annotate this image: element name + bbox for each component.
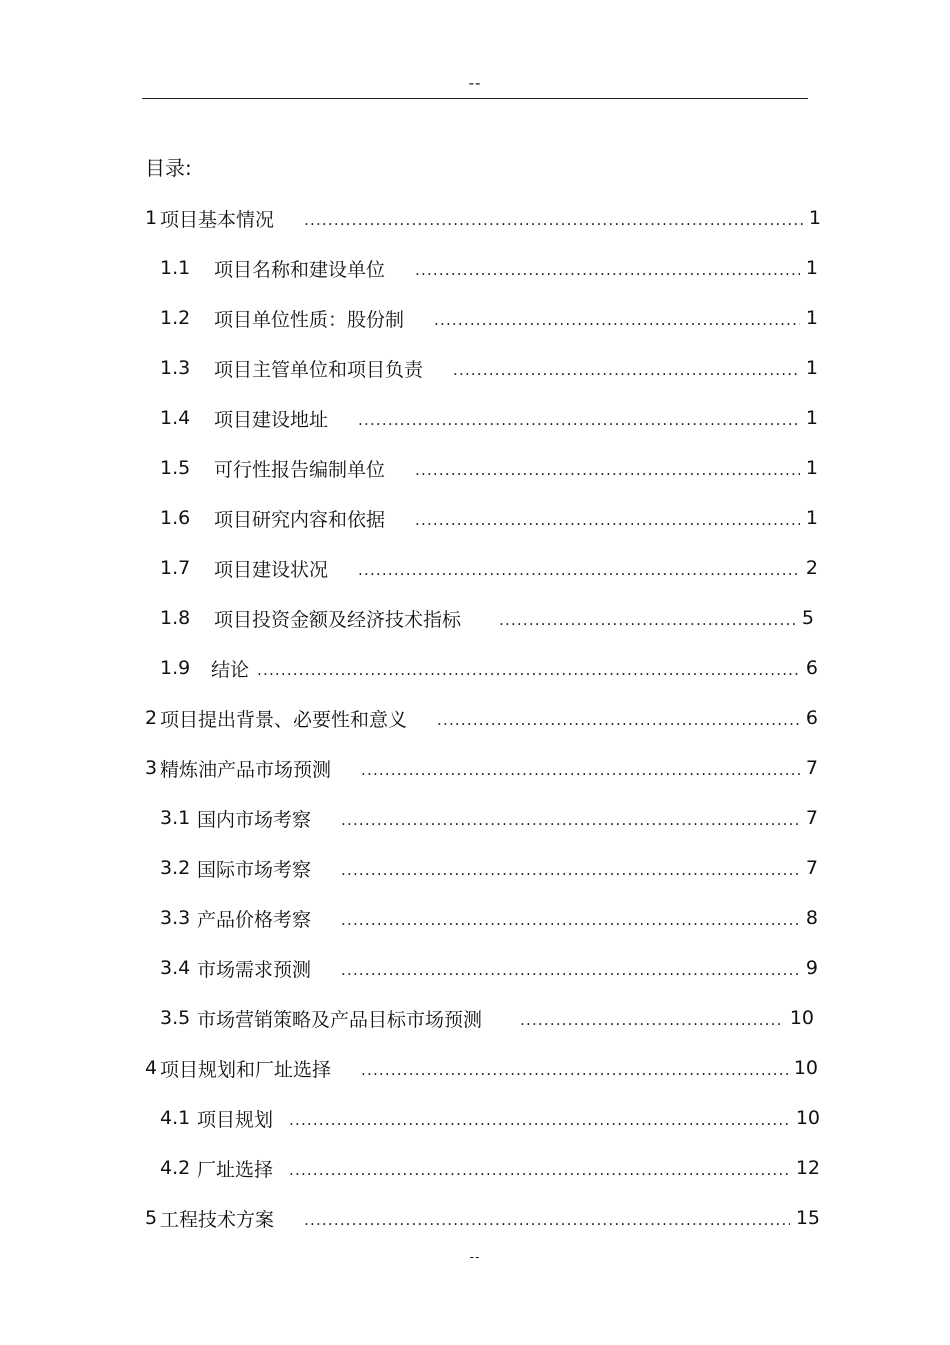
toc-entry-page: 6 <box>805 657 818 679</box>
toc-entry-number: 3.5 <box>160 1007 191 1029</box>
toc-leader-dots <box>289 1111 790 1129</box>
toc-entry-number: 3.2 <box>160 857 191 879</box>
toc-entry-title: 国际市场考察 <box>197 858 312 881</box>
toc-entry-page: 1 <box>808 207 821 229</box>
toc-entry[interactable] <box>160 552 818 584</box>
toc-entry-title: 项目名称和建设单位 <box>214 258 386 281</box>
toc-leader-dots <box>304 1211 790 1229</box>
toc-leader-dots <box>341 811 800 829</box>
toc-entry-page: 7 <box>805 857 818 879</box>
toc-entry-page: 10 <box>795 1107 820 1129</box>
toc-entry-page: 1 <box>805 307 818 329</box>
toc-entry[interactable] <box>160 252 818 284</box>
page-footer-mark: -- <box>469 1250 481 1264</box>
toc-entry-title: 项目基本情况 <box>160 208 275 231</box>
toc-entry[interactable] <box>160 1102 820 1134</box>
toc-entry-page: 15 <box>795 1207 820 1229</box>
toc-entry[interactable] <box>160 502 818 534</box>
toc-entry-number: 1.8 <box>160 607 191 629</box>
toc-leader-dots <box>499 611 796 629</box>
toc-entry-number: 1.7 <box>160 557 191 579</box>
toc-entry-number: 4.1 <box>160 1107 191 1129</box>
toc-entry[interactable] <box>160 652 818 684</box>
toc-entry-number: 1.9 <box>160 657 191 679</box>
toc-entry-number: 4.2 <box>160 1157 191 1179</box>
toc-entry[interactable] <box>160 1002 814 1034</box>
toc-entry-page: 7 <box>805 757 818 779</box>
toc-entry-number: 5 <box>145 1207 158 1229</box>
toc-leader-dots <box>434 311 800 329</box>
toc-entry[interactable] <box>160 352 818 384</box>
toc-entry-page: 2 <box>805 557 818 579</box>
toc-entry[interactable] <box>160 302 818 334</box>
toc-entry-number: 3.1 <box>160 807 191 829</box>
toc-entry[interactable] <box>160 802 818 834</box>
toc-entry-page: 5 <box>801 607 814 629</box>
toc-leader-dots <box>415 261 800 279</box>
toc-entry[interactable] <box>145 202 821 234</box>
toc-entry-page: 10 <box>793 1057 818 1079</box>
toc-entry[interactable] <box>145 702 818 734</box>
toc-entry-number: 3.4 <box>160 957 191 979</box>
toc-leader-dots <box>257 661 800 679</box>
page-header-mark: -- <box>468 74 482 92</box>
toc-entry-title: 项目研究内容和依据 <box>214 508 386 531</box>
toc-entry[interactable] <box>145 1202 820 1234</box>
toc-entry-page: 8 <box>805 907 818 929</box>
toc-entry-number: 1.3 <box>160 357 191 379</box>
toc-entry-number: 1.2 <box>160 307 191 329</box>
toc-entry-page: 1 <box>805 457 818 479</box>
toc-entry-page: 9 <box>805 957 818 979</box>
toc-leader-dots <box>289 1161 790 1179</box>
toc-entry[interactable] <box>160 452 818 484</box>
toc-entry-number: 1.6 <box>160 507 191 529</box>
toc-entry-number: 1.1 <box>160 257 191 279</box>
toc-entry-number: 1.4 <box>160 407 191 429</box>
toc-leader-dots <box>358 411 800 429</box>
toc-entry-number: 2 <box>145 707 158 729</box>
toc-leader-dots <box>361 761 800 779</box>
toc-entry-number: 3.3 <box>160 907 191 929</box>
toc-entry[interactable] <box>160 1152 820 1184</box>
toc-entry-page: 1 <box>805 507 818 529</box>
header-divider <box>142 98 808 99</box>
toc-leader-dots <box>304 211 803 229</box>
toc-entry[interactable] <box>160 852 818 884</box>
toc-entry-title: 精炼油产品市场预测 <box>160 758 332 781</box>
toc-entry[interactable] <box>160 952 818 984</box>
toc-entry-title: 可行性报告编制单位 <box>214 458 386 481</box>
toc-entry-number: 3 <box>145 757 158 779</box>
toc-leader-dots <box>341 911 800 929</box>
toc-leader-dots <box>415 511 800 529</box>
toc-entry-page: 12 <box>795 1157 820 1179</box>
toc-entry-page: 10 <box>789 1007 814 1029</box>
toc-entry[interactable] <box>145 752 818 784</box>
toc-entry[interactable] <box>160 902 818 934</box>
toc-leader-dots <box>341 861 800 879</box>
toc-entry-page: 6 <box>805 707 818 729</box>
toc-entry-title: 项目单位性质：股份制 <box>214 308 405 331</box>
toc-leader-dots <box>453 361 800 379</box>
toc-leader-dots <box>341 961 800 979</box>
toc-entry-number: 1 <box>145 207 158 229</box>
toc-entry-number: 1.5 <box>160 457 191 479</box>
toc-leader-dots <box>361 1061 788 1079</box>
toc-entry-page: 1 <box>805 407 818 429</box>
toc-leader-dots <box>358 561 800 579</box>
toc-entry-page: 1 <box>805 257 818 279</box>
toc-entry-title: 项目建设状况 <box>214 558 329 581</box>
toc-entry-title: 项目主管单位和项目负责 <box>214 358 424 381</box>
toc-entry-number: 4 <box>145 1057 158 1079</box>
toc-entry-page: 1 <box>805 357 818 379</box>
toc-heading: 目录: <box>145 156 192 180</box>
toc-entry-title: 项目提出背景、必要性和意义 <box>160 708 408 731</box>
toc-entry-title: 项目投资金额及经济技术指标 <box>214 608 462 631</box>
toc-entry-title: 市场营销策略及产品目标市场预测 <box>197 1008 483 1031</box>
toc-leader-dots <box>437 711 800 729</box>
toc-leader-dots <box>415 461 800 479</box>
toc-entry-title: 产品价格考察 <box>197 908 312 931</box>
toc-leader-dots <box>520 1011 784 1029</box>
toc-entry-title: 国内市场考察 <box>197 808 312 831</box>
toc-entry-title: 厂址选择 <box>197 1158 274 1181</box>
toc-entry-title: 结论 <box>211 658 250 681</box>
toc-entry[interactable] <box>160 602 814 634</box>
toc-entry[interactable] <box>160 402 818 434</box>
toc-entry-title: 市场需求预测 <box>197 958 312 981</box>
toc-entry-title: 项目规划和厂址选择 <box>160 1058 332 1081</box>
toc-entry-title: 项目建设地址 <box>214 408 329 431</box>
toc-entry-page: 7 <box>805 807 818 829</box>
toc-entry-title: 项目规划 <box>197 1108 274 1131</box>
toc-entry[interactable] <box>145 1052 818 1084</box>
toc-entry-title: 工程技术方案 <box>160 1208 275 1231</box>
